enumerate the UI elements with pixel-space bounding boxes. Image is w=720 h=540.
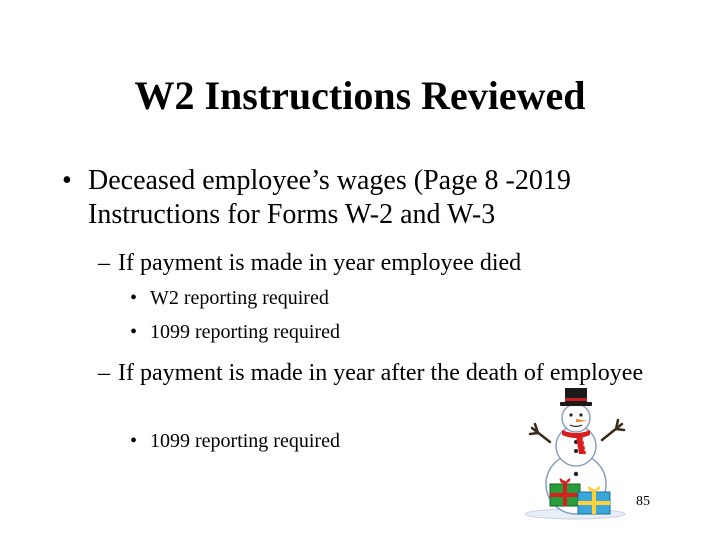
item-text: 1099 reporting required bbox=[150, 321, 340, 343]
slide-title: W2 Instructions Reviewed bbox=[134, 73, 586, 118]
item-1099-required-after bbox=[130, 429, 550, 453]
bullet-glyph: • bbox=[62, 165, 72, 196]
bullet-glyph: • bbox=[130, 287, 138, 309]
page-number: 85 bbox=[636, 494, 650, 509]
bullet-text: Deceased employee’s wages (Page 8 -2019 Instructions for Forms W-2 and W-3 bbox=[88, 165, 571, 230]
item-1099-required bbox=[130, 320, 550, 344]
item-text: W2 reporting required bbox=[150, 287, 329, 309]
item-text: 1099 reporting required bbox=[150, 430, 340, 452]
snowman-with-gifts-icon bbox=[520, 388, 640, 520]
item-w2-required bbox=[130, 286, 550, 310]
bullet-glyph: • bbox=[130, 430, 138, 452]
bullet-glyph: • bbox=[130, 321, 138, 343]
dash-glyph: – bbox=[98, 360, 110, 386]
dash-glyph: – bbox=[98, 250, 110, 276]
sub-bullet-text: If payment is made in year after the death of employee bbox=[118, 360, 644, 386]
bullet-deceased-wages bbox=[62, 164, 688, 232]
sub-bullet-text: If payment is made in year employee died bbox=[118, 250, 522, 276]
sub-bullet-year-died bbox=[98, 248, 658, 278]
sub-bullet-year-after-death bbox=[98, 358, 658, 388]
